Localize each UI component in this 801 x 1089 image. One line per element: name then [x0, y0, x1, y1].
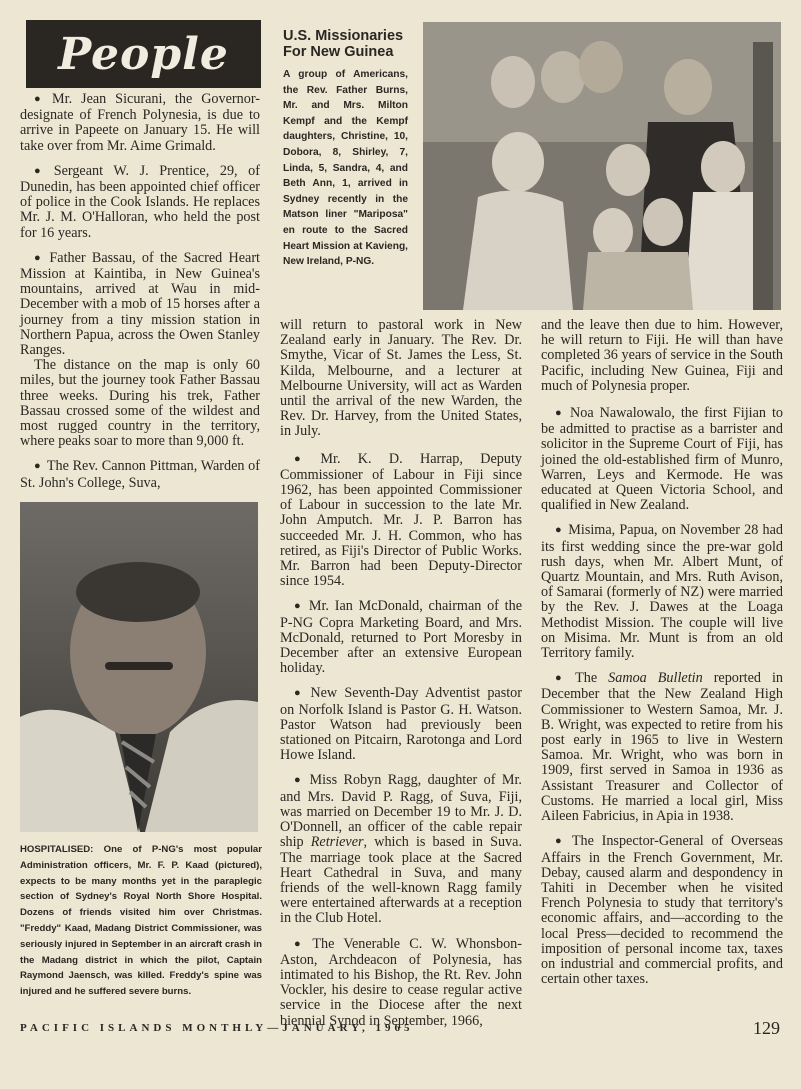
portrait-photo-kaad [20, 502, 258, 832]
item-whonsbon-aston: ● The Venerable C. W. Whonsbon-Aston, Archdeacon of Polynesia, has intimated to his Bishop, the Rt. Rev. John Vockler, his desire to cease regular active service in the Diocese after the next biennial Synod in September, 1966, [280, 937, 522, 1029]
ragg-text-b: , which is based in Suva. The marriage took place at the Sacred Heart Cathedral in Suva, and many friends of the well-known Ragg family were entertained afterwards at a reception in the Club Hotel. [280, 834, 522, 927]
portrait-illustration [20, 502, 258, 832]
wright-text-b: reported in December that the New Zealand High Commissioner to Western Samoa, Mr. J. B. Wright, was expected to retire from his post early in 1965 to live in Western Samoa. Mr. Wright, who was born in 1909, first served in Samoa in 1936 as Assistant Treasurer and Collector of Customs. He married a local girl, Miss Aileen Fabricius, in Apia in 1938. [541, 670, 783, 825]
item-whonsbon-aston-cont: and the leave then due to him. However, he will return to Fiji. He will than have completed 36 years of service in the South Pacific, including New Guinea, Fiji and much of Polynesia proper. [541, 317, 783, 394]
story-caption: A group of Americans, the Rev. Father Burns, Mr. and Mrs. Milton Kempf and the Kempf daughters, Christine, 10, Dobora, 8, Shirley, 7, Linda, 5, Sandra, 4, and Beth Ann, 1, arrived in Sydney recently in the Matson liner "Mariposa" en route to the Sacred Heart Mission at Kavieng, New Ireland, P-NG. [283, 69, 408, 268]
item-prentice: ● Sergeant W. J. Prentice, 29, of Dunedin, has been appointed chief officer of police in the Cook Islands. He replaces Mr. J. M. O'Halloran, who held the post for 16 years. [20, 164, 260, 241]
right-column [541, 318, 783, 997]
item-nawalowalo: ● Noa Nawalowalo, the first Fijian to be admitted to practise as a barrister and solicitor in the Supreme Court of Fiji, has joined the old-established firm of Munro, Warren, Leys and Kermode. He was educated at Queen Victoria School, and qualified in New Zealand. [541, 406, 783, 513]
item-misima: ● Misima, Papua, on November 28 had its first wedding since the pre-war gold rush days, when Mr. Albert Munt, of Quartz Mountain, and Mrs. Ruth Avison, of Samarai (formerly of NZ) were married by the Rev. J. Dawes at the Loaga Methodist Mission. The couple will live on Misima. Mr. Munt is from an old Territory family. [541, 523, 783, 661]
caption-text: One of P-NG's most popular Administration officers, Mr. F. P. Kaad (pictured), expects to be many months yet in the paraplegic section of Sydney's Royal North Shore Hospital. Dozens of friends visited him over Christmas. "Freddy" Kaad, Madang District Commissioner, was seriously injured in September in an aircraft crash in the Madang district in which the pilot, Captain Raymond Jaensch, was killed. Freddy's spine was injured and he suffered severe burns. [20, 844, 263, 998]
section-masthead [26, 20, 261, 88]
group-photo-illustration [423, 22, 781, 310]
ragg-text-a: Miss Robyn Ragg, daughter of Mr. and Mrs. David P. Ragg, of Suva, Fiji, was married on December 19 to Mr. J. D. O'Donnell, an officer of the cable repair ship [280, 772, 522, 851]
item-bassau: ● Father Bassau, of the Sacred Heart Mission at Kaintiba, in New Guinea's mountains, arrived at Wau in mid-December with a mob of 15 horses after a journey from a tiny mission station in Northern Papua, across the Owen Stanley Ranges. [20, 251, 260, 358]
item-ragg [280, 773, 522, 926]
page-footer [20, 1018, 780, 1050]
publication-name: Samoa Bulletin [608, 670, 703, 687]
item-pittman: ● The Rev. Cannon Pittman, Warden of St. John's College, Suva, [20, 459, 260, 490]
item-wright [541, 671, 783, 824]
item-pittman-cont: will return to pastoral work in New Zealand early in January. The Rev. Dr. Smythe, Vicar of St. James the Less, St. Kilda, Melbourne, and a lecturer at Melbourne University, will act as Warden until the arrival of the new Warden, the Rev. Dr. Harvey, from the United States, in July. [280, 317, 522, 440]
wright-text-a: The [575, 670, 609, 687]
item-mcdonald: ● Mr. Ian McDonald, chairman of the P-NG Copra Marketing Board, and Mrs. McDonald, returned to Port Moresby in December after an extensive European holiday. [280, 599, 522, 676]
item-sicurani: ● Mr. Jean Sicurani, the Governor-designate of French Polynesia, is due to arrive in Papeete on January 15. He will take over from Mr. Aime Grimald. [20, 92, 260, 154]
item-debay: ● The Inspector-General of Overseas Affairs in the French Government, Mr. Debay, caused alarm and despondency in Tahiti in December when he visited French Polynesia to study that territory's economic affairs, and—according to the local Press—decided to recommend the imposition of personal income tax, taxes on industrial and commercial profits, and certain other taxes. [541, 834, 783, 987]
section-title: People [58, 28, 229, 80]
middle-column [280, 318, 522, 1039]
ship-name: Retriever [310, 834, 364, 851]
item-bassau-cont: The distance on the map is only 60 miles, but the journey took Father Bassau three weeks. During his trek, Father Bassau crossed some of the wildest and most rugged country in the territory, where peaks soar to more than 9,000 ft. [20, 357, 260, 450]
story-title: U.S. Missionaries For New Guinea [283, 28, 404, 60]
item-watson: ● New Seventh-Day Adventist pastor on Norfolk Island is Pastor G. H. Watson. Pastor Watson had previously been stationed on Pitcairn, Rarotonga and Lord Howe Island. [280, 686, 522, 763]
left-column [20, 92, 260, 501]
caption-lead: HOSPITALISED: [20, 844, 94, 855]
page-number: 129 [753, 1018, 780, 1038]
hospitalised-caption [20, 842, 262, 1000]
footer-publication: PACIFIC ISLANDS MONTHLY—JANUARY, 1965 [20, 1022, 414, 1034]
item-harrap: ● Mr. K. D. Harrap, Deputy Commissioner of Labour in Fiji since 1962, has been appointed Commissioner of Labour in succession to the late Mr. John Amputch. Mr. J. P. Barron has succeeded Mr. J. H. Common, who has retired, as Fiji's Director of Public Works. Mr. Barron had been Deputy-Director since 1954. [280, 452, 522, 590]
group-photo-missionaries [423, 22, 781, 310]
